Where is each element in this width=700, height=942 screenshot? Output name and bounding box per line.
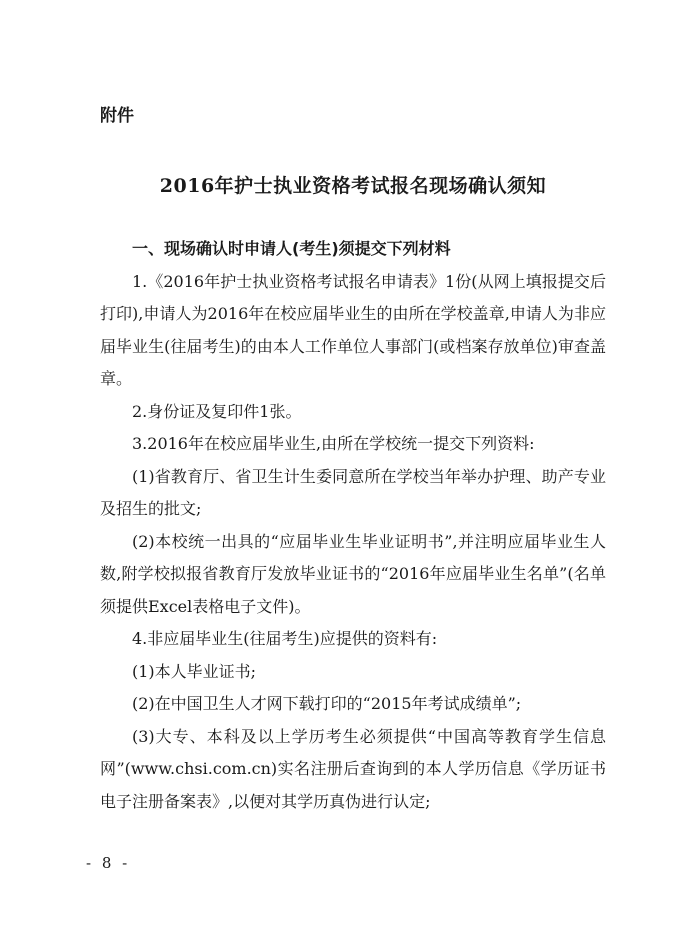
paragraph-item-2: 2.身份证及复印件1张。	[132, 401, 302, 421]
document-body	[100, 233, 606, 818]
paragraph-subitem-3-2: (2)本校统一出具的“应届毕业生毕业证明书”,并注明应届毕业生人数,附学校拟报省教育厅发放毕业证书的“2016年应届毕业生名单”(名单须提供Excel表格电子文件)。	[100, 531, 606, 616]
paragraph-subitem-4-1: (1)本人毕业证书;	[132, 661, 257, 681]
paragraph-subitem-4-2: (2)在中国卫生人才网下载打印的“2015年考试成绩单”;	[132, 694, 522, 713]
attachment-label: 附件	[100, 106, 134, 126]
document-title: 2016年护士执业资格考试报名现场确认须知	[159, 175, 547, 197]
paragraph-subitem-4-3: (3)大专、本科及以上学历考生必须提供“中国高等教育学生信息网”(www.chsi.com.cn)实名注册后查询到的本人学历信息《学历证书电子注册备案表》,以便对其学历真伪进行认定;	[100, 726, 606, 811]
paragraph-subitem-3-1: (1)省教育厅、省卫生计生委同意所在学校当年举办护理、助产专业及招生的批文;	[100, 466, 606, 518]
paragraph-item-3: 3.2016年在校应届毕业生,由所在学校统一提交下列资料:	[132, 434, 535, 453]
page-number: - 8 -	[86, 854, 131, 872]
paragraph-item-4: 4.非应届毕业生(往届考生)应提供的资料有:	[132, 629, 438, 648]
section-heading: 一、现场确认时申请人(考生)须提交下列材料	[132, 239, 451, 258]
paragraph-item-1: 1.《2016年护士执业资格考试报名申请表》1份(从网上填报提交后打印),申请人为2016年在校应届毕业生的由所在学校盖章,申请人为非应届毕业生(往届考生)的由本人工作单位人事部门(或档案存放单位)审查盖章。	[100, 271, 606, 388]
